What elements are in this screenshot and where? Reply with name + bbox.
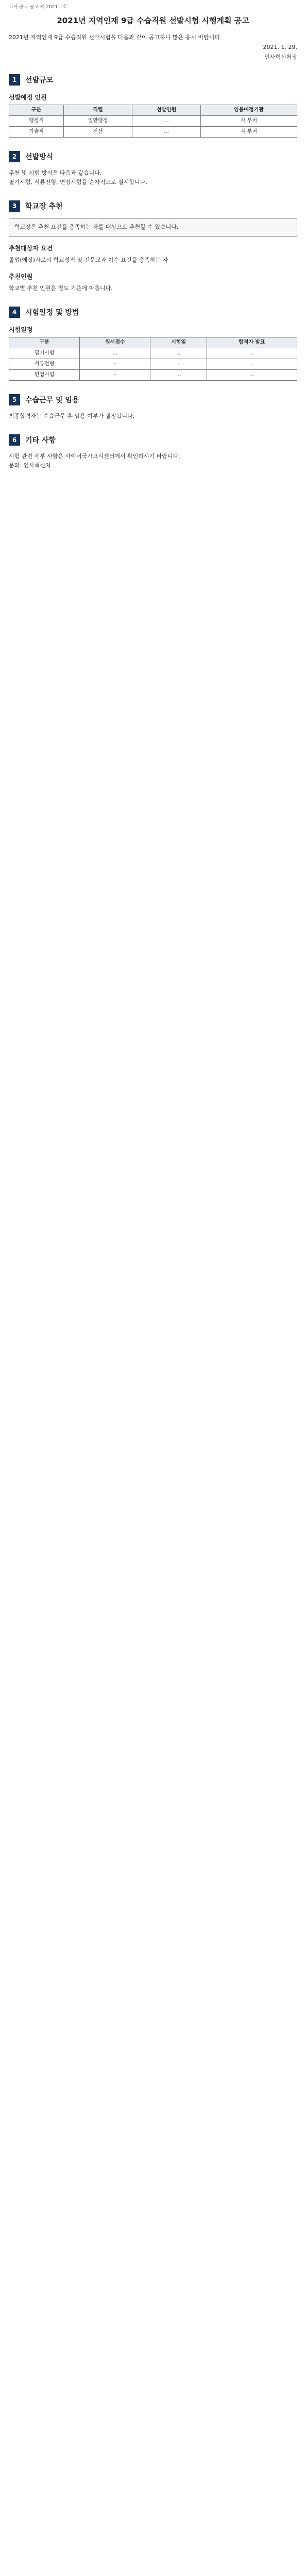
header-line: 고시·공고 공고 제 2021 - 호	[9, 5, 67, 10]
section-4-header	[9, 307, 297, 318]
table-header: 합격자 발표	[207, 337, 297, 348]
table-cell: -	[80, 370, 150, 381]
section-number: 2	[9, 151, 20, 162]
table-cell: ...	[150, 348, 207, 359]
subsection-title: 추천인원	[9, 273, 33, 280]
table-header: 선발인원	[132, 105, 201, 116]
table-header: 직렬	[64, 105, 132, 116]
section-number: 1	[9, 74, 20, 86]
table-cell: 필기시험	[9, 348, 80, 359]
paragraph: 시험 관련 세부 사항은 사이버국가고시센터에서 확인하시기 바랍니다.	[9, 453, 180, 460]
section-title: 선발규모	[25, 76, 54, 84]
section-title: 선발방식	[25, 153, 54, 161]
table-row	[9, 370, 297, 381]
paragraph: 최종합격자는 수습근무 후 임용 여부가 결정됩니다.	[9, 413, 135, 419]
announcement-date: 2021. 1. 29.	[263, 44, 297, 50]
section-title: 기타 사항	[25, 436, 56, 445]
section-2-header	[9, 151, 297, 162]
section-title: 학교장 추천	[25, 202, 63, 211]
table-cell: -	[150, 359, 207, 370]
table-cell: ...	[207, 348, 297, 359]
paragraph: 학교별 추천 인원은 별도 기준에 따릅니다.	[9, 285, 113, 292]
table-cell: 기술직	[9, 127, 64, 138]
section-1-header	[9, 74, 297, 86]
table-header-row	[9, 337, 297, 348]
section-number: 5	[9, 394, 20, 405]
section-title: 수습근무 및 임용	[25, 396, 79, 404]
table-header: 임용예정기관	[201, 105, 297, 116]
table-row	[9, 359, 297, 370]
issuer: 인사혁신처장	[264, 54, 297, 60]
table-cell: ...	[80, 348, 150, 359]
table-cell: ...	[132, 116, 201, 127]
section-6-header	[9, 434, 297, 446]
table-cell: 전산	[64, 127, 132, 138]
table-cell: 서류전형	[9, 359, 80, 370]
intro-text: 2021년 지역인재 9급 수습직원 선발시험을 다음과 같이 공고하니 많은 응시 바랍니다.	[9, 34, 222, 41]
paragraph: 추천 및 시험 방식은 다음과 같습니다.	[9, 170, 102, 176]
table-cell: 면접시험	[9, 370, 80, 381]
table-cell: ...	[207, 359, 297, 370]
table-cell: 행정직	[9, 116, 64, 127]
section-3-header	[9, 200, 297, 212]
section-number: 3	[9, 200, 20, 212]
page-title: 2021년 지역인재 9급 수습직원 선발시험 시행계획 공고	[57, 16, 249, 25]
table-header: 구분	[9, 337, 80, 348]
table-cell: ...	[207, 370, 297, 381]
section-5-header	[9, 394, 297, 405]
subsection-title: 시험일정	[9, 326, 33, 333]
paragraph: 문의: 인사혁신처	[9, 462, 51, 469]
table-cell: -	[80, 359, 150, 370]
table-cell: ...	[150, 370, 207, 381]
subsection-title: 선발예정 인원	[9, 94, 47, 101]
notice-box: 학교장은 추천 요건을 충족하는 자를 대상으로 추천할 수 있습니다.	[9, 218, 297, 236]
table-header-row	[9, 105, 297, 116]
section-title: 시험일정 및 방법	[25, 309, 79, 317]
section-number: 4	[9, 307, 20, 318]
section-number: 6	[9, 434, 20, 446]
table-row	[9, 116, 297, 127]
subsection-title: 추천대상자 요건	[9, 245, 53, 252]
table-cell: 각 부처	[201, 116, 297, 127]
table-header: 원서접수	[80, 337, 150, 348]
table-cell: 일반행정	[64, 116, 132, 127]
selection-table	[9, 105, 297, 138]
table-cell: 각 부처	[201, 127, 297, 138]
schedule-table	[9, 337, 297, 381]
paragraph: 졸업(예정)자로서 학교성적 및 전문교과 이수 요건을 충족하는 자	[9, 257, 168, 263]
table-row	[9, 127, 297, 138]
paragraph: 필기시험, 서류전형, 면접시험을 순차적으로 실시합니다.	[9, 179, 147, 185]
table-row	[9, 348, 297, 359]
announcement-page	[9, 0, 297, 470]
table-header: 시험일	[150, 337, 207, 348]
table-cell: ...	[132, 127, 201, 138]
table-header: 구분	[9, 105, 64, 116]
